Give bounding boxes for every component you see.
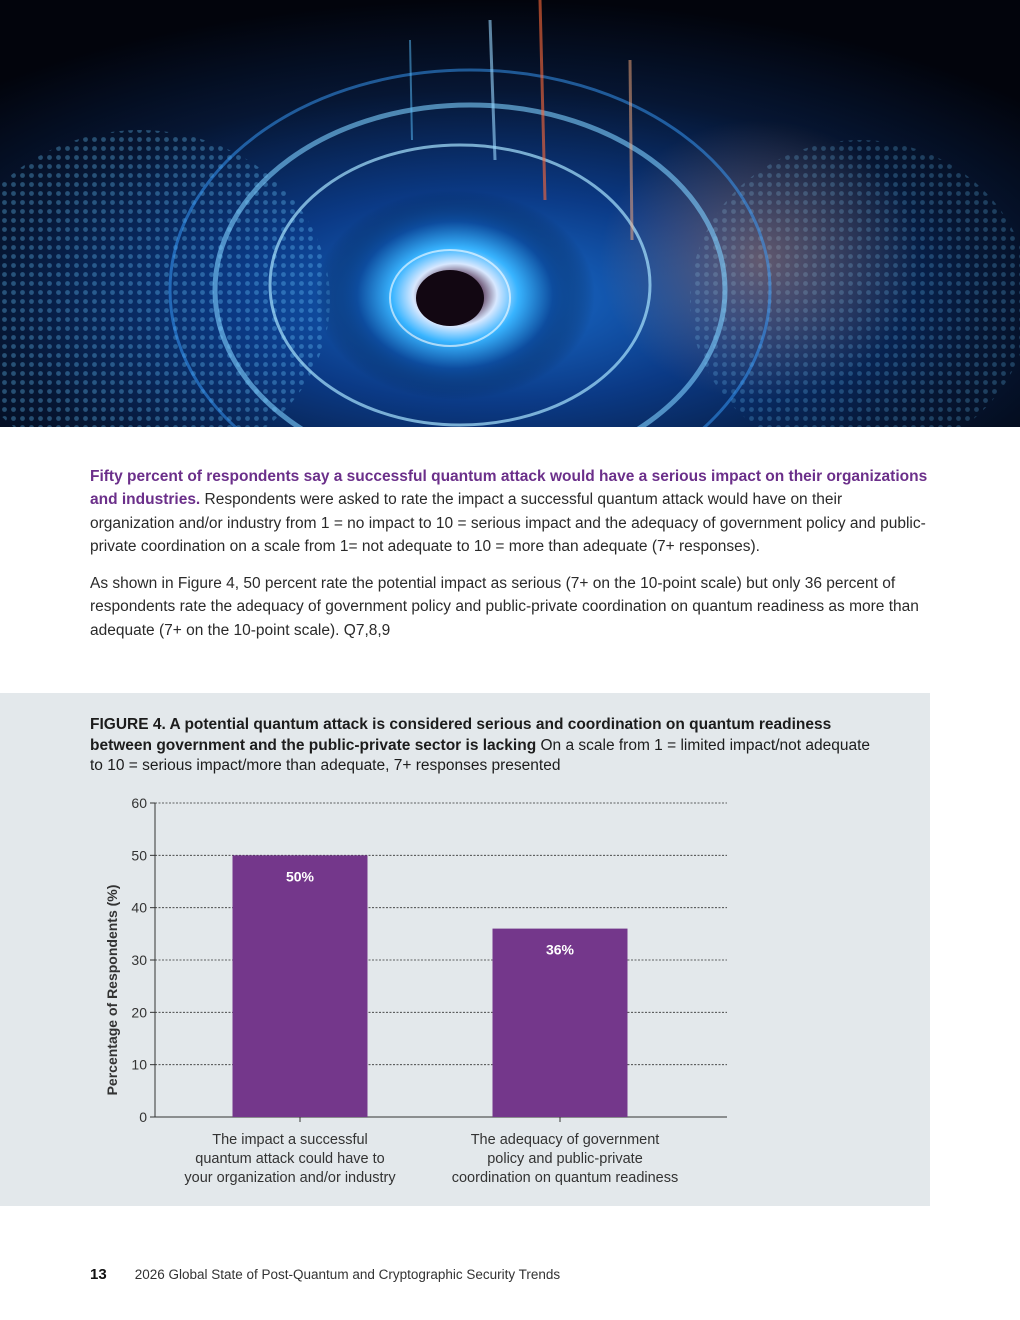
x-category-label: policy and public-private	[487, 1151, 643, 1167]
figure-caption-bold: FIGURE 4. A potential quantum attack is considered serious and coordination on quantum readiness between government and the public-private sector is lacking	[90, 716, 832, 754]
x-category-label: The impact a successful	[212, 1132, 368, 1148]
y-tick-label: 20	[131, 1004, 147, 1021]
y-tick-label: 30	[131, 952, 147, 968]
data-label: 50%	[285, 868, 315, 885]
quantum-eye-illustration	[0, 0, 1020, 427]
footer	[90, 1266, 560, 1283]
body-text	[90, 465, 930, 656]
intro-paragraph	[90, 465, 930, 558]
x-category-label: The adequacy of government	[470, 1132, 660, 1148]
bar-chart	[0, 693, 930, 1206]
intro-text: Respondents were asked to rate the impact a successful quantum attack would have on their organization and/or industry from 1 = no impact to 10 = serious impact and the adequacy of government policy and public-private coordination on a scale from 1= not adequate to 10 = more than adequate (7+ responses).	[90, 491, 926, 555]
page-number: 13	[90, 1266, 107, 1283]
x-category-label: quantum attack could have to	[195, 1151, 385, 1167]
footer-title: 2026 Global State of Post-Quantum and Cryptographic Security Trends	[134, 1267, 561, 1282]
bar	[233, 855, 368, 1117]
y-tick-label: 50	[131, 847, 147, 864]
y-axis-label: Percentage of Respondents (%)	[104, 884, 120, 1096]
hero-image	[0, 0, 1020, 427]
figure-panel	[0, 693, 930, 1206]
x-category-label: your organization and/or industry	[184, 1170, 396, 1186]
y-tick-label: 10	[131, 1056, 147, 1073]
intro-lead: Fifty percent of respondents say a successful quantum attack would have a serious impact on their organizations and industries.	[90, 468, 928, 509]
paragraph-2: As shown in Figure 4, 50 percent rate the potential impact as serious (7+ on the 10-point scale) but only 36 percent of respondents rate the adequacy of government policy and public-private coordination on quantum readiness as more than adequate (7+ on the 10-point scale). Q7,8,9	[90, 575, 919, 639]
y-tick-label: 0	[139, 1109, 147, 1125]
x-category-label: coordination on quantum readiness	[451, 1170, 679, 1186]
data-label: 36%	[545, 941, 575, 958]
y-tick-label: 60	[131, 795, 147, 811]
y-tick-label: 40	[131, 899, 147, 916]
figure-caption-rest: On a scale from 1 = limited impact/not adequate to 10 = serious impact/more than adequate, 7+ responses presented	[90, 736, 871, 774]
